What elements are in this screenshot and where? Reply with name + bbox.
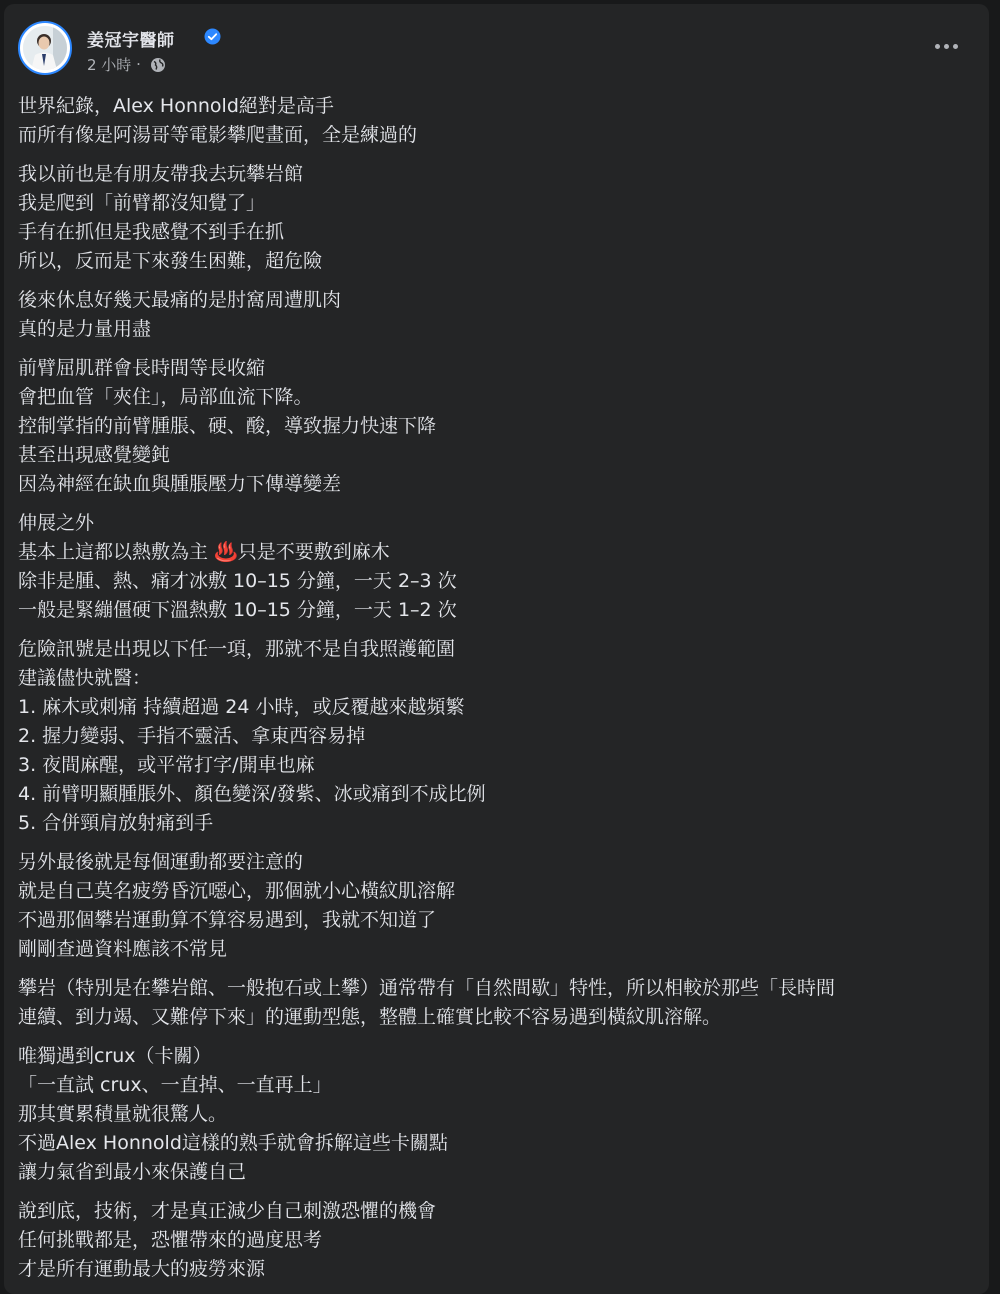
globe-icon[interactable] (150, 57, 166, 73)
avatar-image-icon (23, 26, 67, 70)
post-text-line: 攀岩（特別是在攀岩館、一般抱石或上攀）通常帶有「自然間歇」特性，所以相較於那些「長時間 (18, 977, 836, 999)
post-text-line: 5. 合併頸肩放射痛到手 (18, 812, 214, 834)
post-card (4, 4, 989, 1294)
post-text-line: 後來休息好幾天最痛的是肘窩周遭肌肉 (18, 289, 342, 311)
post-text-line: 因為神經在缺血與腫脹壓力下傳導變差 (18, 473, 342, 495)
post-text-line: 我以前也是有朋友帶我去玩攀岩館 (18, 163, 304, 185)
post-text-line: 會把血管「夾住」，局部血流下降。 (18, 386, 313, 408)
post-text-line: 一般是緊繃僵硬下溫熱敷 10–15 分鐘，一天 1–2 次 (18, 599, 457, 621)
post-paragraph (18, 509, 973, 625)
post-text-line: 剛剛查過資料應該不常見 (18, 938, 228, 960)
post-body (18, 92, 973, 1294)
post-text-line: 不過那個攀岩運動算不算容易遇到，我就不知道了 (18, 909, 437, 931)
post-text-line: 手有在抓但是我感覺不到手在抓 (18, 221, 285, 243)
author-avatar[interactable] (18, 21, 72, 75)
post-paragraph (18, 1042, 973, 1187)
post-text-line: 控制掌指的前臂腫脹、硬、酸，導致握力快速下降 (18, 415, 437, 437)
meta-separator: · (136, 55, 141, 74)
post-text-line: 連續、到力竭、又難停下來」的運動型態，整體上確實比較不容易遇到橫紋肌溶解。 (18, 1006, 722, 1028)
post-paragraph (18, 974, 973, 1032)
post-text-line: 前臂屈肌群會長時間等長收縮 (18, 357, 266, 379)
post-text-line: 甚至出現感覺變鈍 (18, 444, 171, 466)
post-text-line: 3. 夜間麻醒，或平常打字/開車也麻 (18, 754, 315, 776)
post-text-line: 我是爬到「前臂都沒知覺了」 (18, 192, 266, 214)
post-text-line: 才是所有運動最大的疲勞來源 (18, 1258, 266, 1280)
post-meta (87, 54, 166, 75)
post-text-line: 危險訊號是出現以下任一項，那就不是自我照護範圍 (18, 638, 456, 660)
post-text-line: 就是自己莫名疲勞昏沉噁心，那個就小心橫紋肌溶解 (18, 880, 456, 902)
post-text-line: 所以，反而是下來發生困難，超危險 (18, 250, 323, 272)
post-text-line: 那其實累積量就很驚人。 (18, 1103, 228, 1125)
post-text-line: 唯獨遇到crux（卡關） (18, 1045, 212, 1067)
post-text-line: 4. 前臂明顯腫脹外、顏色變深/發紫、冰或痛到不成比例 (18, 783, 486, 805)
post-text-line: 2. 握力變弱、手指不靈活、拿東西容易掉 (18, 725, 366, 747)
post-paragraph (18, 635, 973, 838)
post-paragraph (18, 286, 973, 344)
post-paragraph (18, 1197, 973, 1284)
post-paragraph (18, 354, 973, 499)
post-text-line: 而所有像是阿湯哥等電影攀爬畫面，全是練過的 (18, 124, 418, 146)
post-text-line: 另外最後就是每個運動都要注意的 (18, 851, 304, 873)
verified-badge-icon (204, 28, 221, 45)
post-paragraph (18, 160, 973, 276)
post-text-line: 伸展之外 (18, 512, 95, 534)
post-text-line: 建議儘快就醫： (18, 667, 152, 689)
post-text-line: 1. 麻木或刺痛 持續超過 24 小時，或反覆越來越頻繁 (18, 696, 465, 718)
post-text-line: 真的是力量用盡 (18, 318, 152, 340)
post-text-line: 世界紀錄，Alex Honnold絕對是高手 (18, 95, 334, 117)
post-paragraph (18, 848, 973, 964)
post-text-line: 「一直試 crux、一直掉、一直再上」 (18, 1074, 332, 1096)
post-text-line: 任何挑戰都是，恐懼帶來的過度思考 (18, 1229, 323, 1251)
post-header (4, 4, 989, 84)
post-timestamp[interactable]: 2 小時 (87, 56, 132, 74)
post-text-line: 說到底，技術，才是真正減少自己刺激恐懼的機會 (18, 1200, 437, 1222)
more-options-icon[interactable] (930, 34, 962, 58)
post-text-line: 讓力氣省到最小來保護自己 (18, 1161, 247, 1183)
post-text-line: 除非是腫、熱、痛才冰敷 10–15 分鐘，一天 2–3 次 (18, 570, 457, 592)
author-name[interactable]: 姜冠宇醫師 (87, 31, 175, 51)
post-paragraph (18, 92, 973, 150)
post-text-line: 不過Alex Honnold這樣的熟手就會拆解這些卡關點 (18, 1132, 448, 1154)
post-text-line: 基本上這都以熱敷為主 ♨️只是不要敷到麻木 (18, 541, 390, 563)
